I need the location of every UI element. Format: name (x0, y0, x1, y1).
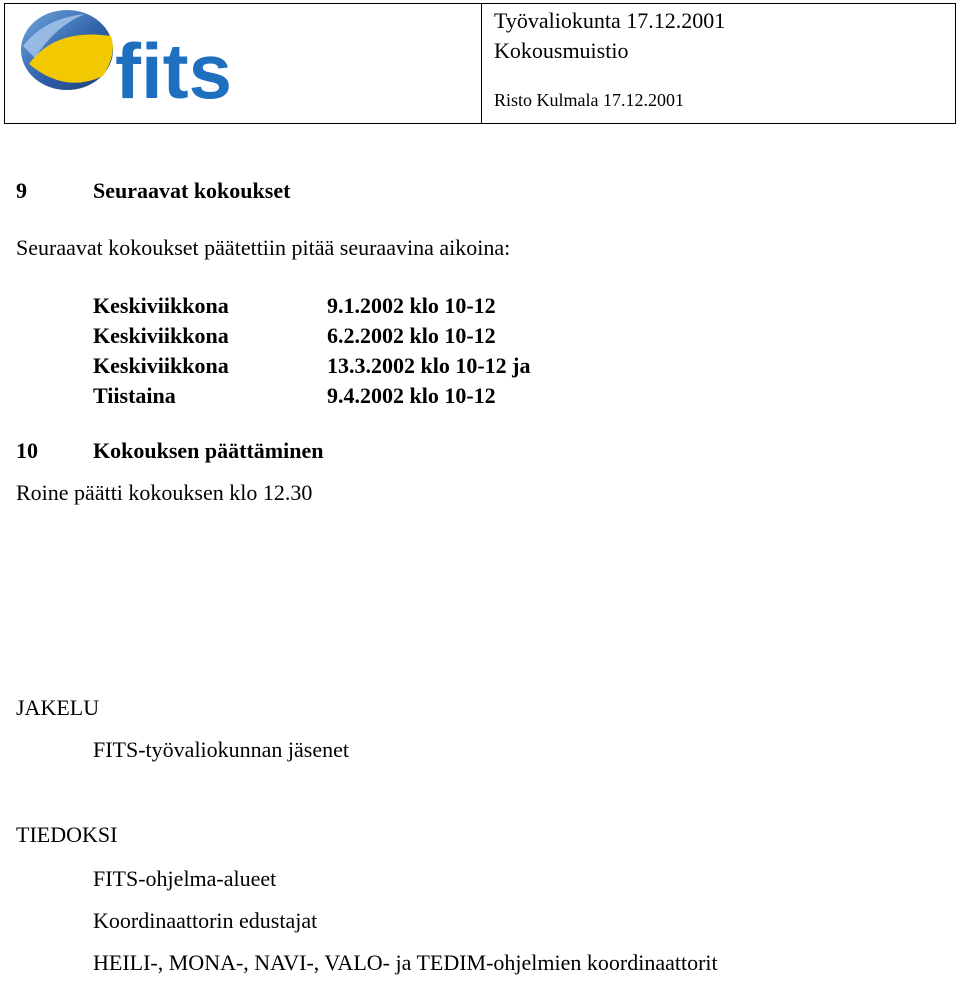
header-doc-type: Kokousmuistio (494, 38, 629, 63)
meeting-date: 9.1.2002 klo 10-12 (327, 293, 496, 318)
distribution-heading: JAKELU (16, 695, 100, 720)
meeting-date: 9.4.2002 klo 10-12 (327, 383, 496, 408)
info-item: FITS-ohjelma-alueet (93, 866, 277, 891)
fits-logo (15, 6, 235, 124)
meeting-day: Keskiviikkona (93, 353, 229, 378)
info-item: Koordinaattorin edustajat (93, 908, 318, 933)
section-9-number: 9 (16, 178, 27, 203)
section-10-number: 10 (16, 438, 38, 463)
distribution-item: FITS-työvaliokunnan jäsenet (93, 737, 350, 762)
header-author-date: Risto Kulmala 17.12.2001 (494, 90, 684, 110)
logo-cell (5, 4, 482, 123)
meeting-date: 6.2.2002 klo 10-12 (327, 323, 496, 348)
section-9-intro: Seuraavat kokoukset päätettiin pitää seuraavina aikoina: (16, 235, 511, 260)
section-10-text: Roine päätti kokouksen klo 12.30 (16, 480, 313, 505)
meeting-day: Keskiviikkona (93, 293, 229, 318)
logo-text: fits (115, 27, 232, 115)
header-committee-date: Työvaliokunta 17.12.2001 (494, 8, 726, 33)
section-9-title: Seuraavat kokoukset (93, 178, 291, 203)
info-item: HEILI-, MONA-, NAVI-, VALO- ja TEDIM-ohjelmien koordinaattorit (93, 950, 718, 975)
globe-icon (21, 10, 113, 90)
section-10-title: Kokouksen päättäminen (93, 438, 324, 463)
meeting-day: Keskiviikkona (93, 323, 229, 348)
document-header (4, 3, 956, 124)
meeting-day: Tiistaina (93, 383, 176, 408)
meeting-date: 13.3.2002 klo 10-12 ja (327, 353, 531, 378)
header-meta (482, 4, 955, 123)
info-heading: TIEDOKSI (16, 822, 118, 847)
